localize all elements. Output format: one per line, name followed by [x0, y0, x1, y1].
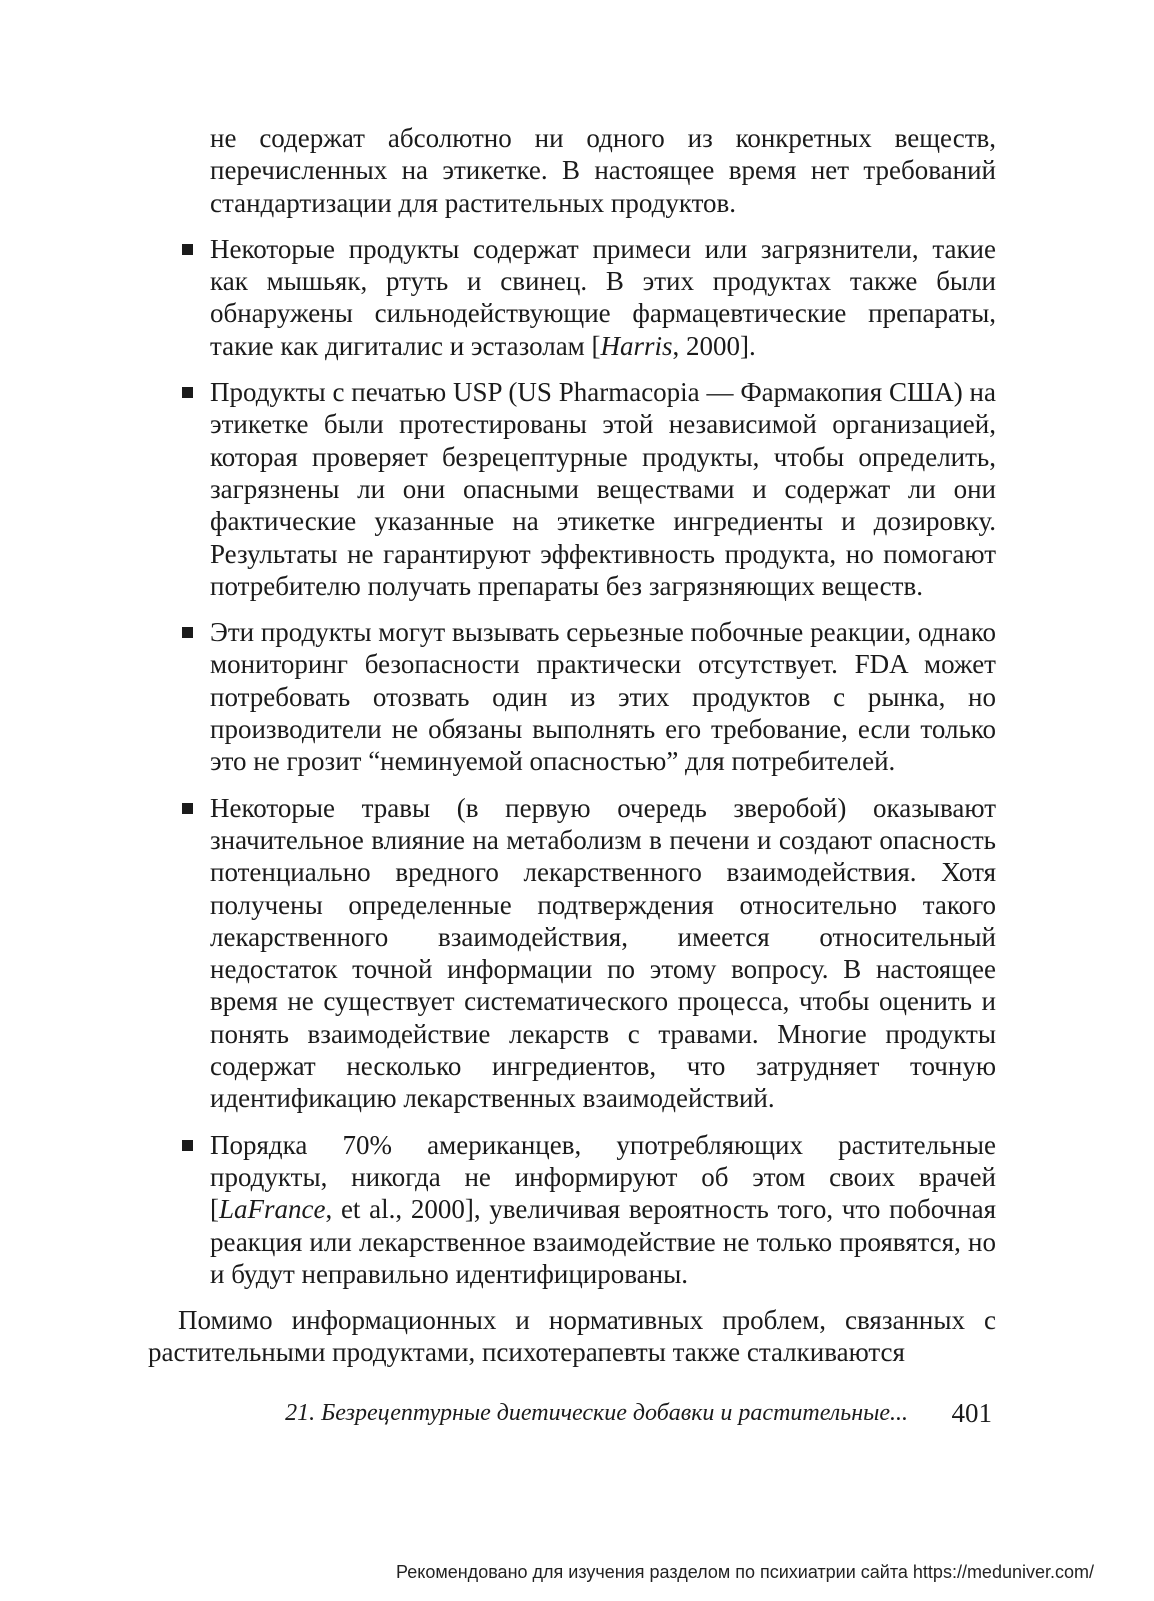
- square-bullet-icon: [182, 387, 193, 398]
- bullet-text: Некоторые продукты содержат примеси или загрязнители, такие как мышьяк, ртуть и свинец. В этих продуктах также были обнаружены сильнодействующие фармацевтические препараты, такие как дигиталис и эстазолам [: [210, 233, 996, 361]
- bullet-list: [148, 233, 996, 1290]
- square-bullet-icon: [182, 1140, 193, 1151]
- bullet-item: [148, 233, 996, 362]
- square-bullet-icon: [182, 244, 193, 255]
- bullet-item: [148, 376, 996, 602]
- square-bullet-icon: [182, 627, 193, 638]
- citation-rest: , et al., 2000], увеличивая вероятность того, что побочная реакция или лекарственное взаимодействие не только проявятся, но и будут неправильно идентифицированы.: [210, 1194, 996, 1289]
- continued-paragraph: не содержат абсолютно ни одного из конкретных веществ, перечисленных на этикетке. В настоящее время нет требований стандартизации для растительных продуктов.: [210, 123, 996, 218]
- page-number: 401: [951, 1398, 992, 1428]
- bullet-text: Эти продукты могут вызывать серьезные побочные реакции, однако мониторинг безопасности практически отсутствует. FDA может потребовать отозвать один из этих продуктов с рынка, но производители не обязаны выполнять его требование, если только это не грозит “неминуемой опасностью” для потребителей.: [210, 617, 996, 777]
- running-title: 21. Безрецептурные диетические добавки и растительные...: [285, 1400, 908, 1426]
- citation-author: Harris: [600, 330, 673, 361]
- citation-rest: , 2000].: [672, 330, 756, 361]
- bullet-text: Некоторые травы (в первую очередь зверобой) оказывают значительное влияние на метаболизм в печени и создают опасность потенциально вредного лекарственного взаимодействия. Хотя получены определенные подтверждения относительно такого лекарственного взаимодействия, имеется относительный недостаток точной информации по этому вопросу. В настоящее время не существует систематического процесса, чтобы оценить и понять взаимодействие лекарств с травами. Многие продукты содержат несколько ингредиентов, что затрудняет точную идентификацию лекарственных взаимодействий.: [210, 792, 996, 1114]
- page-footer: [148, 1400, 996, 1434]
- bullet-item: [148, 616, 996, 777]
- square-bullet-icon: [182, 803, 193, 814]
- closing-paragraph: Помимо информационных и нормативных проблем, связанных с растительными продуктами, психотерапевты также сталкиваются: [148, 1305, 996, 1368]
- citation-author: LaFrance: [219, 1194, 326, 1225]
- bullet-item: [148, 1129, 996, 1290]
- bullet-text: Порядка 70% американцев, употребляющих растительные продукты, никогда не информируют об этом своих врачей [: [210, 1129, 996, 1225]
- bullet-item: [148, 792, 996, 1115]
- bullet-text: Продукты с печатью USP (US Pharmacopia — Фармакопия США) на этикетке были протестированы этой независимой организацией, которая проверяет безрецептурные продукты, чтобы определить, загрязнены ли они опасными веществами и содержат ли они фактические указанные на этикетке ингредиенты и дозировку. Результаты не гарантируют эффективность продукта, но помогают потребителю получать препараты без загрязняющих веществ.: [210, 377, 996, 601]
- watermark-text: Рекомендовано для изучения разделом по психиатрии сайта https://meduniver.com/: [396, 1562, 1094, 1582]
- page-body: [148, 122, 996, 1369]
